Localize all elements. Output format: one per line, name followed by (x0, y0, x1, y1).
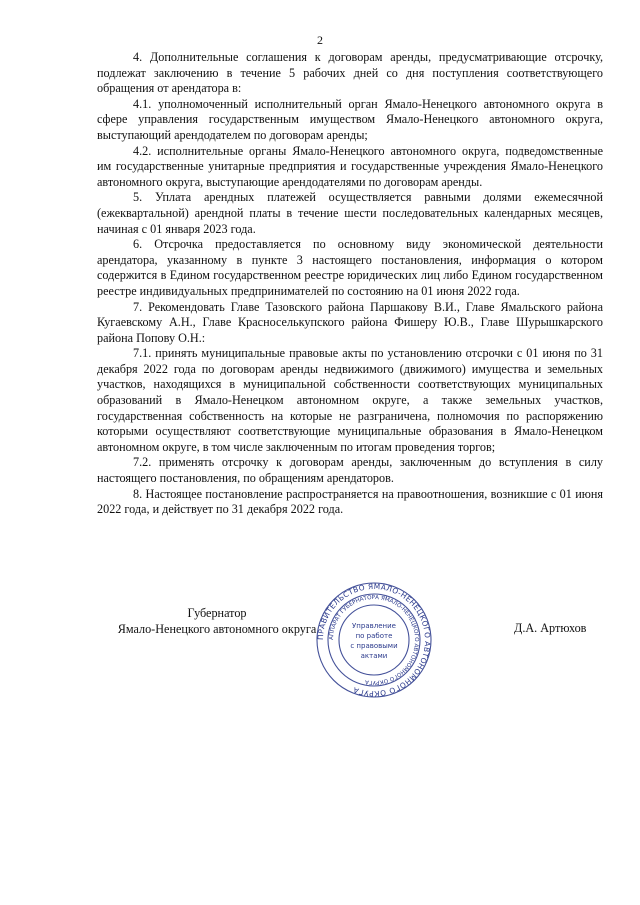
signatory-title (97, 605, 337, 637)
paragraph-7-1: 7.1. принять муниципальные правовые акты по установлению отсрочки с 01 июня по 31 декабря 2022 года по договорам аренды недвижимого (движимого) имущества и земельных участков, находящихся в муниципальной собственности соответствующих муниципальных образований в Ямало-Ненецком автономном округе, а также земельных участков, государственная собственность на которые не разграничена, полномочия по распоряжению которыми осуществляют соответствующие муниципальные образования в Ямало-Ненецком автономном округе, в том числе заключенным по итогам проведения торгов; (97, 346, 603, 454)
seal-center-line-1: Управление (352, 622, 396, 630)
seal-center-line-2: по работе (355, 632, 393, 640)
paragraph-8: 8. Настоящее постановление распространяется на правоотношения, возникшие с 01 июня 2022 года, и действует по 31 декабря 2022 года. (97, 486, 603, 517)
paragraph-4: 4. Дополнительные соглашения к договорам аренды, предусматривающие отсрочку, подлежат заключению в течение 5 рабочих дней со дня поступления соответствующего обращения от арендатора в: (97, 50, 603, 96)
document-body (97, 50, 603, 518)
paragraph-4-1: 4.1. уполномоченный исполнительный орган Ямало-Ненецкого автономного округа в сфере управления государственным имуществом Ямало-Ненецкого автономного округа, выступающий арендодателем по договорам аренды; (97, 96, 603, 142)
paragraph-6: 6. Отсрочка предоставляется по основному виду экономической деятельности арендатора, указанному в пункте 3 настоящего постановления, информация о котором содержится в Едином государственном реестре юридических лиц либо Едином государственном реестре индивидуальных предпринимателей по состоянию на 01 июня 2022 года. (97, 237, 603, 298)
paragraph-7: 7. Рекомендовать Главе Тазовского района Паршакову В.И., Главе Ямальского района Кугаевскому А.Н., Главе Красноселькупского района Фишеру Ю.В., Главе Шурышкарского района Попову О.Н.: (97, 299, 603, 345)
signatory-region: Ямало-Ненецкого автономного округа (117, 622, 317, 636)
official-seal (314, 580, 434, 700)
signatory-name: Д.А. Артюхов (514, 621, 587, 635)
page-number: 2 (317, 33, 323, 47)
paragraph-7-2: 7.2. применять отсрочку к договорам аренды, заключенным до вступления в силу настоящего постановления, по обращениям арендаторов. (97, 455, 603, 486)
seal-inner-text: АППАРАТ ГУБЕРНАТОРА ЯМАЛО-НЕНЕЦКОГО АВТОНОМНОГО ОКРУГА (328, 594, 420, 686)
seal-outer-text: ПРАВИТЕЛЬСТВО ЯМАЛО-НЕНЕЦКОГО АВТОНОМНОГО ОКРУГА (315, 581, 433, 699)
signatory-position: Губернатор (187, 606, 247, 620)
paragraph-5: 5. Уплата арендных платежей осуществляется равными долями ежемесячной (ежеквартальной) арендной платы в течение шести последовательных календарных месяцев, начиная с 01 января 2023 года. (97, 190, 603, 236)
seal-center-line-3: с правовыми (350, 642, 398, 650)
paragraph-4-2: 4.2. исполнительные органы Ямало-Ненецкого автономного округа, подведомственные им государственные унитарные предприятия и государственные учреждения Ямало-Ненецкого автономного округа, выступающие арендодателями по договорам аренды. (97, 143, 603, 189)
seal-center-line-4: актами (360, 652, 388, 660)
